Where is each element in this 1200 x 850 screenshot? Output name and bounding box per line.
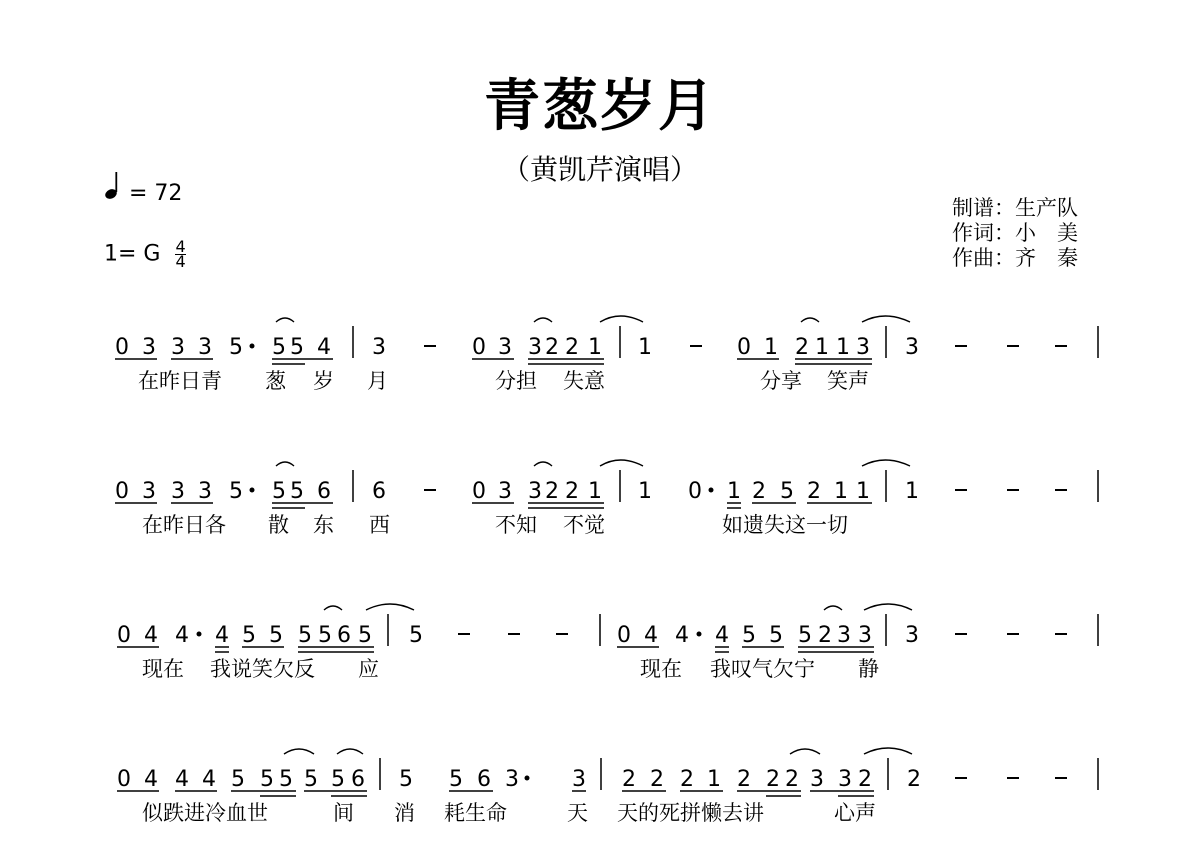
svg-text:3: 3	[198, 479, 212, 504]
svg-text:5: 5	[409, 623, 423, 648]
svg-text:3: 3	[372, 335, 386, 360]
time-bottom: 4	[175, 252, 186, 271]
svg-text:2: 2	[622, 767, 636, 792]
svg-text:3: 3	[498, 335, 512, 360]
lyric: 散	[268, 513, 289, 537]
svg-text:1: 1	[588, 335, 602, 360]
credit-lyrics: 作词：小 美	[952, 221, 1078, 245]
svg-text:5: 5	[231, 767, 245, 792]
lyric: 失意	[563, 369, 605, 393]
song-title: 青葱岁月	[484, 74, 716, 139]
svg-text:5: 5	[298, 623, 312, 648]
svg-text:0: 0	[688, 479, 702, 504]
lyric: 消	[394, 801, 415, 825]
svg-text:4: 4	[175, 623, 189, 648]
lyric: 天	[567, 801, 588, 825]
svg-text:5: 5	[242, 623, 256, 648]
lyric: 不知	[495, 513, 537, 537]
svg-text:1: 1	[727, 479, 741, 504]
svg-text:4: 4	[144, 623, 158, 648]
svg-text:1: 1	[905, 479, 919, 504]
svg-text:5: 5	[449, 767, 463, 792]
svg-text:6: 6	[477, 767, 491, 792]
svg-text:5: 5	[331, 767, 345, 792]
lyrics-line-2	[142, 513, 848, 537]
svg-text:6: 6	[372, 479, 386, 504]
svg-text:3: 3	[838, 767, 852, 792]
svg-text:1: 1	[588, 479, 602, 504]
svg-text:5: 5	[272, 479, 286, 504]
lyric: 应	[358, 657, 379, 681]
credit-music: 作曲：齐 秦	[952, 246, 1078, 270]
svg-text:5: 5	[798, 623, 812, 648]
svg-text:3: 3	[810, 767, 824, 792]
svg-text:2: 2	[818, 623, 832, 648]
lyric: 心声	[834, 801, 876, 825]
svg-text:0: 0	[117, 767, 131, 792]
lyrics-line-1	[138, 369, 869, 393]
svg-text:0: 0	[472, 335, 486, 360]
lyric: 我叹气欠宁	[710, 657, 815, 681]
lyric: 天的死拼懒去讲	[617, 801, 764, 825]
svg-text:3: 3	[171, 479, 185, 504]
svg-text:5: 5	[269, 623, 283, 648]
svg-text:1: 1	[856, 479, 870, 504]
svg-text:3: 3	[198, 335, 212, 360]
svg-text:1: 1	[815, 335, 829, 360]
svg-text:2: 2	[807, 479, 821, 504]
lyric: 在昨日青	[138, 369, 222, 393]
lyric: 在昨日各	[142, 513, 226, 537]
lyric: 现在	[142, 657, 184, 681]
svg-text:2: 2	[545, 335, 559, 360]
svg-text:5: 5	[279, 767, 293, 792]
svg-text:2: 2	[737, 767, 751, 792]
svg-text:0: 0	[115, 335, 129, 360]
svg-text:4: 4	[215, 623, 229, 648]
svg-text:2: 2	[795, 335, 809, 360]
song-subtitle: （黄凯芹演唱）	[501, 153, 698, 186]
svg-text:2: 2	[752, 479, 766, 504]
svg-text:3: 3	[837, 623, 851, 648]
lyric: 东	[313, 513, 334, 537]
svg-text:2: 2	[766, 767, 780, 792]
staff-line-4	[117, 748, 1098, 796]
lyrics-line-4	[142, 801, 876, 825]
svg-text:5: 5	[358, 623, 372, 648]
lyric: 耗生命	[444, 801, 507, 825]
svg-text:6: 6	[317, 479, 331, 504]
svg-text:5: 5	[780, 479, 794, 504]
svg-text:6: 6	[337, 623, 351, 648]
svg-text:3: 3	[505, 767, 519, 792]
svg-text:2: 2	[565, 335, 579, 360]
lyric: 分担	[495, 369, 537, 393]
staff-line-2	[115, 460, 1098, 508]
svg-text:4: 4	[202, 767, 216, 792]
svg-text:5: 5	[260, 767, 274, 792]
lyric: 如遗失这一切	[722, 513, 848, 537]
svg-text:5: 5	[290, 479, 304, 504]
svg-text:4: 4	[175, 767, 189, 792]
svg-text:1: 1	[764, 335, 778, 360]
tempo-value: = 72	[129, 181, 183, 206]
svg-text:1: 1	[836, 335, 850, 360]
svg-text:3: 3	[528, 335, 542, 360]
svg-text:2: 2	[650, 767, 664, 792]
svg-text:2: 2	[680, 767, 694, 792]
lyric: 静	[858, 657, 879, 681]
lyric: 我说笑欠反	[210, 657, 315, 681]
svg-text:3: 3	[572, 767, 586, 792]
svg-text:4: 4	[644, 623, 658, 648]
svg-text:2: 2	[565, 479, 579, 504]
svg-text:0: 0	[617, 623, 631, 648]
svg-text:4: 4	[144, 767, 158, 792]
svg-text:2: 2	[545, 479, 559, 504]
lyric: 间	[333, 801, 354, 825]
svg-text:1: 1	[834, 479, 848, 504]
svg-text:3: 3	[905, 623, 919, 648]
lyric: 月	[367, 369, 388, 393]
lyric: 笑声	[827, 369, 869, 393]
svg-text:3: 3	[905, 335, 919, 360]
lyric: 岁	[313, 369, 334, 393]
svg-text:1: 1	[707, 767, 721, 792]
svg-text:3: 3	[856, 335, 870, 360]
svg-text:5: 5	[229, 335, 243, 360]
svg-text:5: 5	[399, 767, 413, 792]
svg-text:3: 3	[142, 479, 156, 504]
svg-text:1: 1	[638, 479, 652, 504]
svg-text:5: 5	[304, 767, 318, 792]
lyric: 似跌进冷血世	[142, 801, 268, 825]
svg-text:0: 0	[472, 479, 486, 504]
lyric: 现在	[640, 657, 682, 681]
svg-text:6: 6	[351, 767, 365, 792]
svg-text:5: 5	[229, 479, 243, 504]
svg-text:2: 2	[907, 767, 921, 792]
key-label: 1= G	[104, 241, 161, 267]
svg-text:5: 5	[272, 335, 286, 360]
staff-line-1	[115, 316, 1098, 364]
svg-text:1: 1	[638, 335, 652, 360]
svg-text:4: 4	[715, 623, 729, 648]
lyric: 分享	[760, 369, 802, 393]
svg-text:2: 2	[785, 767, 799, 792]
svg-text:2: 2	[858, 767, 872, 792]
credit-score: 制谱：生产队	[952, 196, 1078, 220]
svg-text:3: 3	[142, 335, 156, 360]
svg-text:4: 4	[675, 623, 689, 648]
svg-text:0: 0	[115, 479, 129, 504]
lyric: 葱	[265, 369, 286, 393]
svg-text:3: 3	[858, 623, 872, 648]
lyric: 西	[369, 513, 390, 537]
staff-line-3	[117, 604, 1098, 652]
svg-text:5: 5	[769, 623, 783, 648]
svg-text:3: 3	[498, 479, 512, 504]
svg-text:3: 3	[528, 479, 542, 504]
time-top: 4	[175, 237, 186, 256]
lyrics-line-3	[142, 657, 879, 681]
svg-text:3: 3	[171, 335, 185, 360]
svg-text:5: 5	[742, 623, 756, 648]
svg-text:5: 5	[318, 623, 332, 648]
svg-text:4: 4	[317, 335, 331, 360]
lyric: 不觉	[563, 513, 605, 537]
svg-text:0: 0	[117, 623, 131, 648]
svg-text:0: 0	[737, 335, 751, 360]
svg-text:5: 5	[290, 335, 304, 360]
